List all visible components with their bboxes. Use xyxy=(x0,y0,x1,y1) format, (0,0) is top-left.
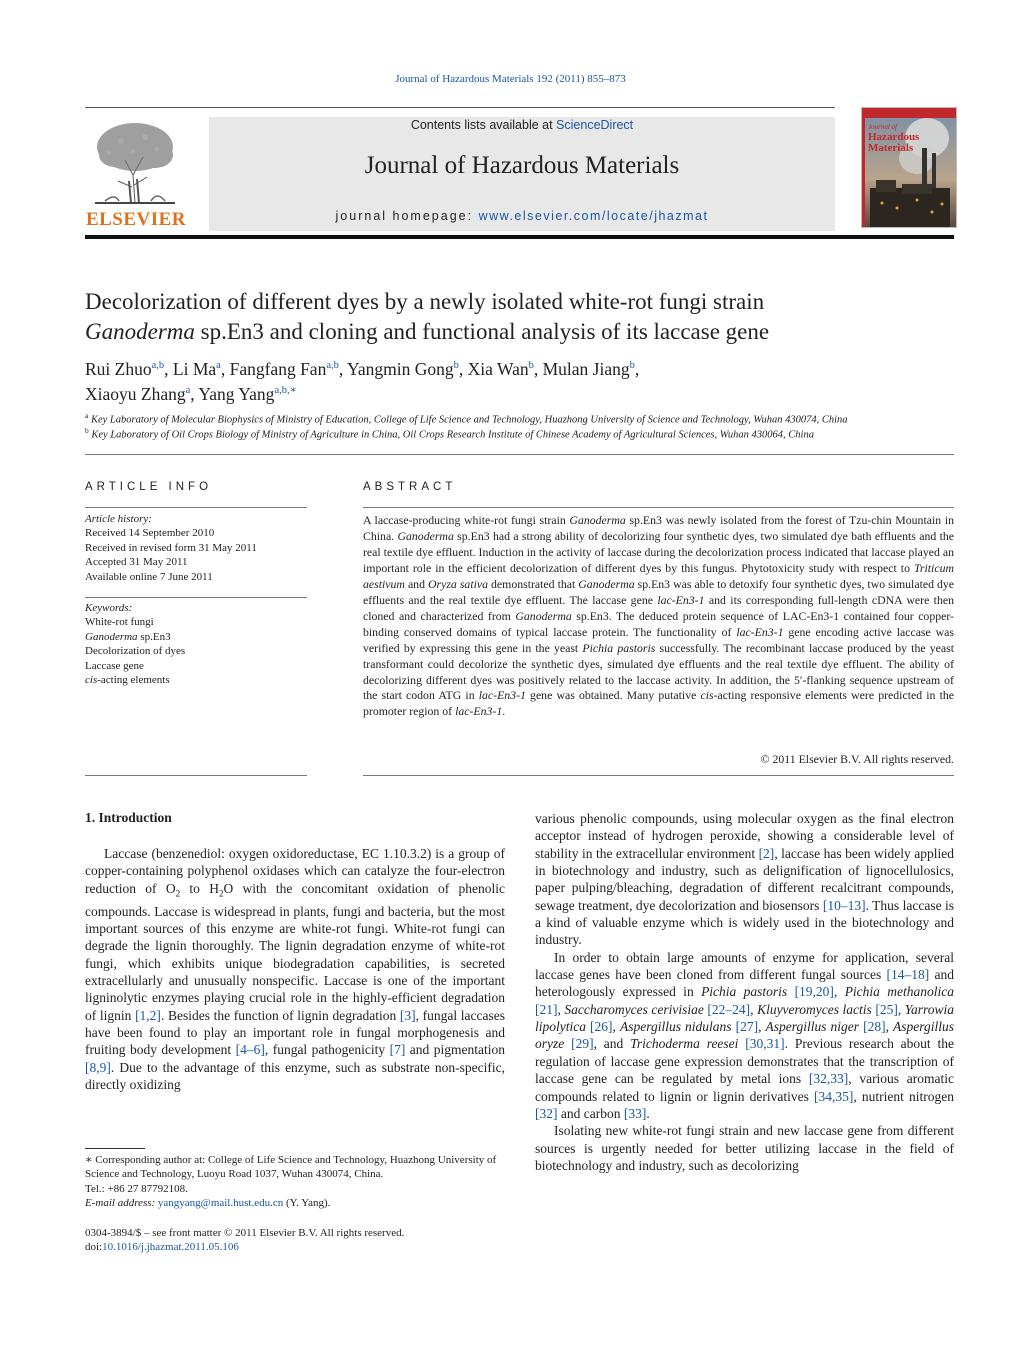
author-name: Fangfang Fan xyxy=(229,358,327,379)
abstract-rule xyxy=(363,507,954,508)
author-affiliation-marker[interactable]: a xyxy=(216,360,221,371)
italic-term: Ganoderma xyxy=(578,576,635,591)
history-online: Available online 7 June 2011 xyxy=(85,570,213,583)
cover-title-line1: Journal of xyxy=(868,123,897,131)
reference-link[interactable]: [30,31] xyxy=(745,1036,785,1052)
reference-link[interactable]: [1,2] xyxy=(135,1007,161,1023)
italic-term: lac-En3-1 xyxy=(736,624,784,639)
article-info-heading: ARTICLE INFO xyxy=(85,481,213,493)
affiliation-b xyxy=(85,426,955,441)
history-received: Received 14 September 2010 xyxy=(85,527,215,540)
author-affiliation-marker[interactable]: a,b xyxy=(326,360,339,371)
author-name: Li Ma xyxy=(172,358,217,379)
telephone: Tel.: +86 27 87792108. xyxy=(85,1182,188,1195)
history-keywords-rule xyxy=(85,597,307,598)
author-name: Yang Yang xyxy=(198,383,275,404)
elsevier-wordmark[interactable]: ELSEVIER xyxy=(85,209,187,230)
journal-cover-thumbnail[interactable] xyxy=(861,107,957,228)
email-link[interactable]: yangyang@mail.hust.edu.cn xyxy=(157,1197,284,1210)
reference-link[interactable]: [29] xyxy=(571,1036,594,1052)
journal-title: Journal of Hazardous Materials xyxy=(364,152,680,179)
cover-title-line3: Materials xyxy=(868,142,914,154)
author-affiliation-marker[interactable]: a,b xyxy=(151,360,165,371)
abstract-bottom-rule xyxy=(363,775,954,776)
author-affiliation-marker[interactable]: b xyxy=(453,360,459,371)
affiliation-b-marker: b xyxy=(85,426,89,435)
reference-link[interactable]: [28] xyxy=(863,1019,886,1035)
body-left-column xyxy=(85,845,505,1094)
issn-line: 0304-3894/$ – see front matter © 2011 Elsevier B.V. All rights reserved. xyxy=(85,1227,405,1239)
header-divider xyxy=(85,107,835,108)
reference-link[interactable]: [34,35] xyxy=(813,1088,854,1104)
reference-link[interactable]: [10–13] xyxy=(822,897,866,913)
italic-term: Pichia pastoris xyxy=(701,984,788,1000)
italic-term: Triticum aestivum xyxy=(363,560,954,591)
affiliation-a-marker: a xyxy=(85,411,89,420)
reference-link[interactable]: [3] xyxy=(399,1007,416,1023)
italic-term: Ganoderma xyxy=(515,608,572,623)
reference-link[interactable]: [21] xyxy=(535,1001,558,1017)
affiliation-a xyxy=(85,411,955,426)
italic-term: Saccharomyces cerivisiae xyxy=(564,1001,704,1017)
italic-term: Aspergillus oryze xyxy=(535,1019,955,1052)
reference-link[interactable]: [14–18] xyxy=(886,967,930,983)
affiliation-a-text: Key Laboratory of Molecular Biophysics of Ministry of Education, College of Life Science and Technology, Huazhong University of Science and Technology, Wuhan 430074, China xyxy=(88,414,848,426)
subscript: 2 xyxy=(175,888,181,899)
article-info-bottom-rule xyxy=(85,775,307,776)
header-thick-rule xyxy=(85,235,954,239)
reference-link[interactable]: [33] xyxy=(623,1105,647,1121)
author-list: Rui Zhuo$^{a,b}$, Li Ma$^a$, Fangfang Fan$^{a,b}$, Yangmin Gong$^b$, Xia Wan$^b$, Mulan Jiang$^b$, Xiaoyu Zhang$^a$, Yang Yang$^{a,b,∗}$ xyxy=(85,358,640,404)
italic-term: lac-En3-1 xyxy=(455,704,503,719)
italic-term: lac-En3-1 xyxy=(657,592,705,607)
body-paragraph: Isolating new white-rot fungi strain and new laccase gene from different sources is urgently needed for better utilizing laccase in the field of biotechnology and industry, such as decolorizing xyxy=(535,1123,954,1173)
body-paragraph: various phenolic compounds, using molecular oxygen as the final electron acceptor instead of hydrogen peroxide, showing a considerable level of stability in the extracellular environment [2], laccase has been widely applied in biotechnology and industry, such as delignification of lignocellulosics, paper pulping/bleaching, degradation of different recalcitrant compounds, sewage treatment, dye decolorization and biosensors [10–13]. Thus laccase is a kind of valuable enzyme which is widely used in the biotechnology and industry. xyxy=(535,811,954,948)
corresponding-text: ∗ Corresponding author at: College of Life Science and Technology, Huazhong University of Science and Technology, Luoyu Road 1037, Wuhan 430074, China. xyxy=(85,1154,497,1181)
doi-prefix: doi: xyxy=(85,1241,103,1254)
body-right-column xyxy=(535,810,954,1174)
italic-term: Ganoderma xyxy=(569,513,626,527)
email-label: E-mail address: xyxy=(85,1197,158,1210)
italic-term: cis xyxy=(700,688,714,703)
title-block-divider xyxy=(85,454,954,455)
reference-link[interactable]: [2] xyxy=(758,845,775,861)
author-affiliation-marker[interactable]: b xyxy=(528,360,534,371)
title-line-1: Decolorization of different dyes by a newly isolated white-rot fungi strain xyxy=(85,289,765,314)
reference-link[interactable]: [8,9] xyxy=(85,1059,111,1075)
contents-prefix: Contents lists available at xyxy=(410,118,557,132)
author-affiliation-marker[interactable]: b xyxy=(629,360,635,371)
reference-link[interactable]: [32,33] xyxy=(808,1071,849,1087)
author-name: Rui Zhuo xyxy=(85,358,152,379)
italic-term: Trichoderma reesei xyxy=(630,1036,739,1052)
author-name: Xiaoyu Zhang xyxy=(85,383,186,404)
italic-term: lac-En3-1 xyxy=(478,688,526,703)
body-paragraph: In order to obtain large amounts of enzyme for application, several laccase genes have been cloned from different fungal sources [14–18] and heterologously expressed in Pichia pastoris [19,20], Pichia methanolica [21], Saccharomyces cerivisiae [22–24], Kluyveromyces lactis [25], Yarrowia lipolytica [26], Aspergillus nidulans [27], Aspergillus niger [28], Aspergillus oryze [29], and Trichoderma reesei [30,31]. Previous research about the regulation of laccase gene expression demonstrates that the transcription of laccase gene can be regulated by metal ions [32,33], various aromatic compounds related to lignin or lignin derivatives [34,35], nutrient nitrogen [32] and carbon [33]. xyxy=(535,949,955,1121)
italic-term: Pichia pastoris xyxy=(582,640,656,655)
homepage-link[interactable]: www.elsevier.com/locate/jhazmat xyxy=(478,209,709,223)
front-matter-note xyxy=(85,1226,505,1255)
article-info-rule xyxy=(85,507,307,508)
author-name: Xia Wan xyxy=(467,358,529,379)
contents-line xyxy=(209,118,835,132)
abstract-copyright: © 2011 Elsevier B.V. All rights reserved. xyxy=(760,752,954,766)
history-revised: Received in revised form 31 May 2011 xyxy=(85,541,257,554)
history-label: Article history: xyxy=(85,513,152,525)
keyword-item: Ganoderma sp.En3 xyxy=(85,630,171,643)
reference-link[interactable]: [7] xyxy=(389,1042,406,1058)
author-affiliation-marker[interactable]: a xyxy=(185,384,191,396)
italic-term: Pichia methanolica xyxy=(844,984,955,1000)
subscript: 2 xyxy=(218,888,224,899)
journal-citation[interactable]: Journal of Hazardous Materials 192 (2011) 855–873 xyxy=(395,73,626,85)
keyword-item: Decolorization of dyes xyxy=(85,645,186,658)
reference-link[interactable]: [27] xyxy=(735,1019,759,1035)
keywords-label: Keywords: xyxy=(85,602,133,614)
history-accepted: Accepted 31 May 2011 xyxy=(85,556,188,569)
doi-link[interactable]: 10.1016/j.jhazmat.2011.05.106 xyxy=(102,1241,239,1254)
author-name: Yangmin Gong xyxy=(346,358,454,379)
title-line-2: sp.En3 and cloning and functional analysis of its laccase gene xyxy=(194,319,770,344)
italic-term: Kluyveromyces lactis xyxy=(757,1001,872,1017)
body-paragraph: Laccase (benzenediol: oxygen oxidoreductase, EC 1.10.3.2) is a group of copper-containing polyphenol oxidases which can catalyze the four-electron reduction of $O_2$ to $H_2O$ with the concomitant oxidation of phenolic compounds. Laccase is widespread in plants, fungi and bacteria, but the most important sources of this enzyme are white-rot fungi. White-rot fungi can degrade the lignin thoroughly. The lignin degradation enzyme of white-rot fungi, which exhibits unique biodegradation capabilities, is secreted extracellularly and unusually nonspecific. Laccase is one of the important ligninolytic enzymes playing crucial role in the highly-efficient degradation of lignin [1,2]. Besides the function of lignin degradation [3], fungal laccases have been found to play an important role in fungal morphogenesis and fruiting body development [4–6], fungal pathogenicity [7] and pigmentation [8,9]. Due to the advantage of this enzyme, such as substrate non-specific, directly oxidizing xyxy=(85,846,506,1093)
email-suffix: (Y. Yang). xyxy=(283,1197,331,1210)
keyword-item: White-rot fungi xyxy=(85,616,154,629)
keywords xyxy=(85,601,307,687)
abstract-text: A laccase-producing white-rot fungi strain Ganoderma sp.En3 was newly isolated from the forest of Tzu-chin Mountain in China. Ganoderma sp.En3 had a strong ability of decolorizing four synthetic dyes, two simulated dye bath effluents and the real textile dye effluent. Induction in the activity of laccase during the decolorization process indicated that laccase played an important role in the efficient decolorization of different dyes by this fungus. Phytotoxicity study with respect to Triticum aestivum and Oryza sativa demonstrated that Ganoderma sp.En3 was able to detoxify four synthetic dyes, two simulated dye effluents and the real textile dye effluent. The laccase gene lac-En3-1 and its corresponding full-length cDNA were then cloned and characterized from Ganoderma sp.En3. The deduced protein sequence of LAC-En3-1 contained four copper-binding conserved domains of typical laccase protein. The functionality of lac-En3-1 gene encoding active laccase was verified by expressing this gene in the yeast Pichia pastoris successfully. The recombinant laccase produced by the yeast transformant could decolorize the synthetic dyes, simulated dye effluents and the real textile dye effluent. The ability of decolorizing different dyes was positively related to the laccase activity. In addition, the 5′-flanking sequence upstream of the start codon ATG in lac-En3-1 gene was obtained. Many putative cis-acting responsive elements were predicted in the promoter region of lac-En3-1. xyxy=(363,513,955,719)
affiliation-b-text: Key Laboratory of Oil Crops Biology of Ministry of Agriculture in China, Oil Crops Research Institute of Chinese Academy of Agricultural Sciences, Wuhan 430064, China xyxy=(88,429,814,441)
footnote-rule xyxy=(85,1148,145,1149)
cover-title-line2: Hazardous xyxy=(868,131,920,143)
corresponding-author-note xyxy=(85,1153,505,1211)
author-name: Mulan Jiang xyxy=(542,358,630,379)
article-history xyxy=(85,512,307,584)
author-affiliation-marker[interactable]: a,b,∗ xyxy=(274,384,297,396)
title-genus: Ganoderma xyxy=(85,319,195,344)
journal-homepage-line xyxy=(209,209,835,223)
article-title xyxy=(85,287,955,347)
keyword-item: Laccase gene xyxy=(85,659,144,672)
italic-term: Aspergillus nidulans xyxy=(619,1019,732,1035)
reference-link[interactable]: [22–24] xyxy=(707,1001,751,1017)
reference-link[interactable]: [25] xyxy=(875,1001,898,1017)
homepage-prefix: journal homepage: xyxy=(335,209,479,223)
cover-image xyxy=(862,108,956,227)
sciencedirect-link[interactable]: ScienceDirect xyxy=(556,118,634,132)
reference-link[interactable]: [32] xyxy=(535,1105,558,1121)
reference-link[interactable]: [19,20] xyxy=(794,984,834,1000)
italic-term: Ganoderma xyxy=(397,528,454,543)
keyword-item: cis-acting elements xyxy=(85,674,170,687)
italic-term: Aspergillus niger xyxy=(765,1019,860,1035)
reference-link[interactable]: [4–6] xyxy=(235,1042,265,1058)
reference-link[interactable]: [26] xyxy=(590,1019,613,1035)
section-heading-introduction: 1. Introduction xyxy=(85,810,172,825)
italic-term: Oryza sativa xyxy=(427,576,489,591)
abstract-heading: ABSTRACT xyxy=(363,481,457,493)
italic-term: Yarrowia lipolytica xyxy=(535,1001,955,1035)
